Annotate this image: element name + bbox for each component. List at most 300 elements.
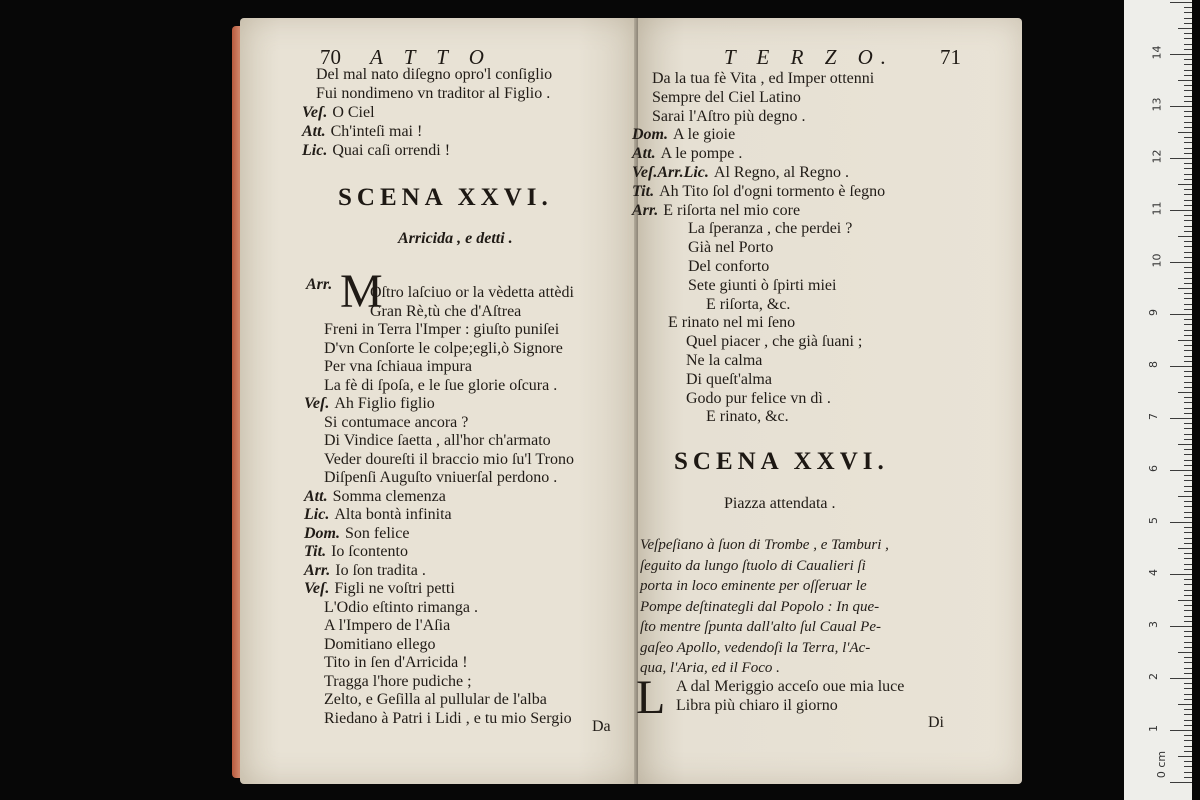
ruler-tick [1170,574,1192,575]
ruler-tick [1184,558,1192,559]
ruler-tick [1184,772,1192,773]
ruler-tick [1184,428,1192,429]
verse-line [686,333,862,351]
verse-line [324,617,450,635]
line-text: A l'Impero de l'Aſia [324,617,451,634]
speaker-label: Dom. [632,126,668,144]
ruler-tick [1184,85,1192,86]
ruler-tick [1184,111,1192,112]
ruler-tick [1184,423,1192,424]
verse-line [304,488,446,506]
ruler-tick [1184,512,1192,513]
ruler-number: 7 [1147,413,1160,420]
speaker-label: Att. [302,123,326,140]
line-text: L'Odio eſtinto rimanga . [324,598,478,616]
ruler-tick [1184,168,1192,169]
ruler-tick [1184,402,1192,403]
line-text: Per vna ſchiaua impura [324,358,472,375]
ruler-tick [1184,153,1192,154]
ruler-tick [1178,184,1192,185]
verse-line [324,321,559,339]
ruler-tick [1184,246,1192,247]
line-text: Godo pur felice vn dì . [686,389,831,407]
verse-line [652,70,874,88]
ruler-tick [1184,345,1192,346]
verse-line [304,543,408,561]
drop-cap-m: M [340,265,383,318]
line-text: Figli ne voſtri petti [334,580,455,597]
line-text: Son felice [345,524,410,542]
ruler-tick [1184,319,1192,320]
ruler-tick [1184,647,1192,648]
ruler-tick [1184,527,1192,528]
ruler-tick [1184,116,1192,117]
verse-line [324,710,572,728]
line-text: E rinato nel mi ſeno [668,314,796,332]
line-text: A le gioie [673,126,736,144]
ruler-tick [1184,293,1192,294]
ruler-tick [1178,288,1192,289]
speaker-label: Tit. [632,182,655,200]
ruler-tick [1184,101,1192,102]
ruler-tick [1184,543,1192,544]
line-text: Oſtro laſciuo or la vèdetta attèdi [370,284,574,301]
speaker-label: Att. [632,145,656,163]
stage-direction-line: gaſeo Apollo, vedendoſi la Terra, l'Ac- [640,639,871,656]
ruler-tick [1170,314,1192,315]
stage-direction-line: ſeguito da lungo ſtuolo di Caualieri ſi [640,557,866,574]
ruler-tick [1184,361,1192,362]
open-book [232,18,1024,786]
ruler-tick [1184,350,1192,351]
ruler-number: 11 [1150,201,1164,216]
ruler-tick [1184,777,1192,778]
ruler-tick [1184,662,1192,663]
left-page-number: 70 [320,45,341,69]
left-page [240,18,638,784]
ruler-tick [1184,387,1192,388]
ruler-tick [1184,683,1192,684]
line-text: E rinato, &c. [706,408,789,426]
ruler-tick [1184,434,1192,435]
verse-line [304,395,435,413]
speaker-label: Dom. [304,524,340,542]
ruler-number: 4 [1147,569,1160,576]
line-text: Già nel Porto [688,239,774,257]
ruler-number: 1 [1147,725,1160,732]
ruler-tick [1178,236,1192,237]
ruler-tick [1184,298,1192,299]
ruler-number: 9 [1147,309,1160,316]
ruler-tick [1184,517,1192,518]
verse-line [324,636,436,654]
ruler-tick [1170,470,1192,471]
verse-line: Libra più chiaro il giorno [676,697,838,714]
line-text: Da la tua fè Vita , ed Imper ottenni [652,70,875,87]
ruler-tick [1178,652,1192,653]
ruler-tick [1184,163,1192,164]
ruler-tick [1184,70,1192,71]
ruler-tick [1184,413,1192,414]
line-text: E riſorta nel mio core [663,201,801,219]
verse-line [316,66,552,84]
ruler-tick [1184,590,1192,591]
verse-line [652,89,801,107]
verse-line [316,85,550,103]
speaker-label: Arr. [632,201,659,219]
left-scene-heading: SCENA XXVI. [338,184,553,211]
ruler-tick [1178,132,1192,133]
ruler-tick [1184,766,1192,767]
left-scene-subtitle: Arricida , e detti . [398,230,513,247]
drop-cap-l: L [636,671,666,724]
line-text: Di Vindice ſaetta , all'hor ch'armato [324,432,551,449]
ruler-tick [1184,532,1192,533]
verse-line [324,451,574,469]
ruler-tick [1184,553,1192,554]
speaker-label: Veſ.Arr.Lic. [632,164,709,181]
ruler-number: 3 [1147,621,1160,628]
stage-direction-line: Veſpeſiano à ſuon di Trombe , e Tamburi , [640,537,889,553]
line-text: Fui nondimeno vn traditor al Figlio . [316,85,551,102]
ruler-tick [1184,174,1192,175]
ruler-tick [1184,356,1192,357]
ruler-tick [1178,704,1192,705]
line-text: D'vn Conſorte le colpe;egli,ò Signore [324,339,563,357]
ruler-tick [1184,122,1192,123]
ruler-tick [1184,215,1192,216]
ruler-tick [1170,106,1192,107]
ruler-tick [1184,465,1192,466]
line-text: Del mal nato diſegno opro'l conſiglio [316,66,553,83]
ruler-tick [1184,740,1192,741]
ruler-tick [1184,278,1192,279]
ruler-tick [1184,59,1192,60]
verse-line [302,142,450,160]
ruler-tick [1184,371,1192,372]
right-catchword: Di [928,714,944,731]
verse-line [706,408,789,426]
verse-line [688,220,852,238]
ruler-tick [1184,610,1192,611]
ruler-tick [1184,220,1192,221]
verse-line [688,258,769,276]
verse-line [632,164,849,182]
line-text: O Ciel [332,104,375,121]
ruler-tick [1184,699,1192,700]
verse-line [370,284,574,302]
verse-line [686,390,831,408]
verse-line [688,277,836,295]
ruler-tick [1184,714,1192,715]
ruler-tick [1184,460,1192,461]
ruler-tick [1184,454,1192,455]
verse-line [304,562,426,580]
speaker-label: Arr. [306,276,333,293]
measurement-ruler [1124,0,1192,800]
ruler-tick [1184,283,1192,284]
ruler-tick [1178,444,1192,445]
line-text: Sarai l'Aſtro più degno . [652,107,806,125]
speaker-label: Veſ. [302,104,328,121]
verse-line [324,673,472,691]
ruler-tick [1184,751,1192,752]
stage-direction-line: Pompe deſtinategli dal Popolo : In que- [640,598,880,615]
verse-line [706,296,790,314]
ruler-tick [1184,397,1192,398]
speaker-label: Lic. [304,506,330,523]
ruler-tick [1178,392,1192,393]
ruler-tick [1184,595,1192,596]
ruler-tick [1170,210,1192,211]
ruler-tick [1184,7,1192,8]
ruler-tick [1184,272,1192,273]
ruler-tick [1184,688,1192,689]
ruler-tick [1184,96,1192,97]
ruler-tick [1184,23,1192,24]
ruler-tick [1184,127,1192,128]
ruler-tick [1184,267,1192,268]
ruler-number: 14 [1150,45,1164,60]
ruler-number: 8 [1147,361,1160,368]
ruler-tick [1184,49,1192,50]
ruler-tick [1184,673,1192,674]
line-text: E riſorta, &c. [706,295,791,313]
ruler-tick [1184,584,1192,585]
verse-line [304,506,452,524]
ruler-tick [1184,44,1192,45]
ruler-tick [1184,18,1192,19]
ruler-tick [1184,605,1192,606]
right-page-number: 71 [940,45,961,69]
verse-line [324,432,551,450]
verse-line [632,202,800,220]
stage-direction-line: ſto mentre ſpunta dall'alto ſul Caual Pe- [640,619,881,635]
ruler-tick [1184,330,1192,331]
ruler-unit-label: 0 cm [1155,750,1169,779]
ruler-tick [1184,12,1192,13]
line-text: Alta bontà infinita [334,506,452,523]
ruler-tick [1184,480,1192,481]
line-text: Sete giunti ò ſpirti miei [688,276,837,294]
line-text: Ah Tito ſol d'ogni tormento è ſegno [659,182,886,200]
ruler-tick [1170,366,1192,367]
ruler-tick [1170,418,1192,419]
verse-line [324,358,472,376]
verse-line [324,654,468,672]
right-running-title: T E R Z O. [724,45,895,69]
line-text: Veder doureſti il braccio mio ſu'l Trono [324,450,574,468]
ruler-tick [1184,538,1192,539]
ruler-tick [1184,475,1192,476]
ruler-tick [1184,382,1192,383]
ruler-tick [1184,257,1192,258]
line-text: Di queſt'alma [686,370,772,388]
ruler-tick [1178,600,1192,601]
speaker-label: Veſ. [304,395,330,412]
verse-line [686,371,772,389]
ruler-tick [1184,746,1192,747]
line-text: Somma clemenza [332,487,446,505]
ruler-tick [1184,668,1192,669]
ruler-tick [1184,506,1192,507]
line-text: La ſperanza , che perdei ? [688,220,853,238]
ruler-tick [1184,579,1192,580]
ruler-tick [1184,64,1192,65]
ruler-tick [1184,90,1192,91]
speaker-label: Att. [304,487,328,505]
left-running-title: A T T O [370,45,492,69]
line-text: La fè di ſpoſa, e le ſue glorie oſcura . [324,376,558,394]
stage-direction-line: porta in loco eminente per oſſeruar le [640,578,867,594]
ruler-tick [1184,189,1192,190]
verse-line [324,691,547,709]
verse-line [370,303,521,321]
ruler-tick [1184,720,1192,721]
ruler-tick [1184,38,1192,39]
right-scene-subtitle: Piazza attendata . [724,495,836,512]
ruler-tick [1184,408,1192,409]
ruler-tick [1184,137,1192,138]
speaker-label: Tit. [304,543,327,560]
ruler-tick [1184,439,1192,440]
ruler-tick [1184,304,1192,305]
ruler-tick [1184,142,1192,143]
verse-line [632,145,742,163]
ruler-tick [1170,782,1192,783]
ruler-tick [1184,642,1192,643]
verse-line [324,469,557,487]
speaker-label: Veſ. [304,580,330,597]
ruler-tick [1184,148,1192,149]
ruler-tick [1184,616,1192,617]
ruler-tick [1170,678,1192,679]
speaker-label: Arr. [304,561,331,579]
ruler-number: 2 [1147,673,1160,680]
ruler-tick [1184,226,1192,227]
verse-line [632,126,735,144]
ruler-tick [1170,54,1192,55]
line-text: Domitiano ellego [324,635,436,653]
ruler-tick [1184,694,1192,695]
verse-line [652,108,806,126]
ruler-tick [1184,200,1192,201]
verse-line: A dal Meriggio acceſo oue mia luce [676,678,905,695]
ruler-tick [1184,231,1192,232]
ruler-tick [1184,324,1192,325]
verse-line [324,599,478,617]
line-text: Tito in ſen d'Arricida ! [324,654,468,671]
verse-line [688,239,773,257]
line-text: Tragga l'hore pudiche ; [324,672,472,690]
verse-line [304,580,455,598]
ruler-tick [1178,340,1192,341]
verse-line [324,414,468,432]
line-text: Freni in Terra l'Imper : giuſto puniſei [324,321,560,338]
ruler-tick [1170,262,1192,263]
line-text: Gran Rè,tù che d'Aſtrea [370,302,522,320]
ruler-number: 6 [1147,465,1160,472]
ruler-tick [1184,657,1192,658]
right-page [632,18,1022,784]
ruler-tick [1170,522,1192,523]
ruler-tick [1178,28,1192,29]
ruler-tick [1170,730,1192,731]
right-scene-heading: SCENA XXVI. [674,448,889,475]
verse-line [324,377,557,395]
ruler-tick [1184,449,1192,450]
ruler-tick [1184,636,1192,637]
ruler-tick [1170,2,1192,3]
line-text: Quel piacer , che già ſuani ; [686,333,863,351]
line-text: Diſpenſi Auguſto vniuerſal perdono . [324,469,558,486]
stage-direction-line: qua, l'Aria, ed il Foco . [640,660,780,676]
ruler-tick [1184,376,1192,377]
verse-line [304,525,409,543]
line-text: Sempre del Ciel Latino [652,88,801,106]
ruler-tick [1184,335,1192,336]
ruler-tick [1184,33,1192,34]
ruler-tick [1184,761,1192,762]
verse-line [632,183,885,201]
ruler-tick [1184,486,1192,487]
ruler-tick [1184,194,1192,195]
ruler-tick [1170,626,1192,627]
verse-line [324,340,563,358]
verse-line [302,123,422,141]
ruler-tick [1184,564,1192,565]
ruler-tick [1184,179,1192,180]
ruler-tick [1184,491,1192,492]
line-text: Io ſcontento [331,543,408,560]
ruler-tick [1184,309,1192,310]
drop-speaker-label [306,276,337,294]
line-text: Zelto, e Geſilla al pullular de l'alba [324,691,547,708]
line-text: Ch'inteſi mai ! [330,123,423,140]
speaker-label: Lic. [302,142,328,159]
ruler-tick [1170,158,1192,159]
line-text: A le pompe . [660,145,743,163]
line-text: Del conforto [688,258,770,275]
ruler-tick [1184,241,1192,242]
ruler-number: 13 [1150,97,1164,112]
verse-line [686,352,762,370]
ruler-tick [1184,725,1192,726]
ruler-tick [1184,709,1192,710]
ruler-tick [1184,735,1192,736]
ruler-number: 5 [1147,517,1160,524]
ruler-tick [1184,205,1192,206]
line-text: Ah Figlio figlio [334,395,435,412]
ruler-tick [1178,496,1192,497]
ruler-number: 12 [1150,149,1164,164]
ruler-tick [1184,501,1192,502]
line-text: Riedano à Patri i Lidi , e tu mio Sergio [324,709,572,727]
left-catchword: Da [592,718,611,735]
line-text: Si contumace ancora ? [324,413,469,431]
verse-line [302,104,375,122]
ruler-tick [1178,80,1192,81]
ruler-tick [1178,756,1192,757]
ruler-tick [1184,75,1192,76]
line-text: Ne la calma [686,352,763,369]
verse-line [668,314,795,332]
ruler-number: 10 [1150,253,1164,268]
line-text: Quai caſi orrendi ! [332,142,451,159]
ruler-tick [1184,621,1192,622]
ruler-tick [1184,631,1192,632]
line-text: Al Regno, al Regno . [713,164,849,181]
